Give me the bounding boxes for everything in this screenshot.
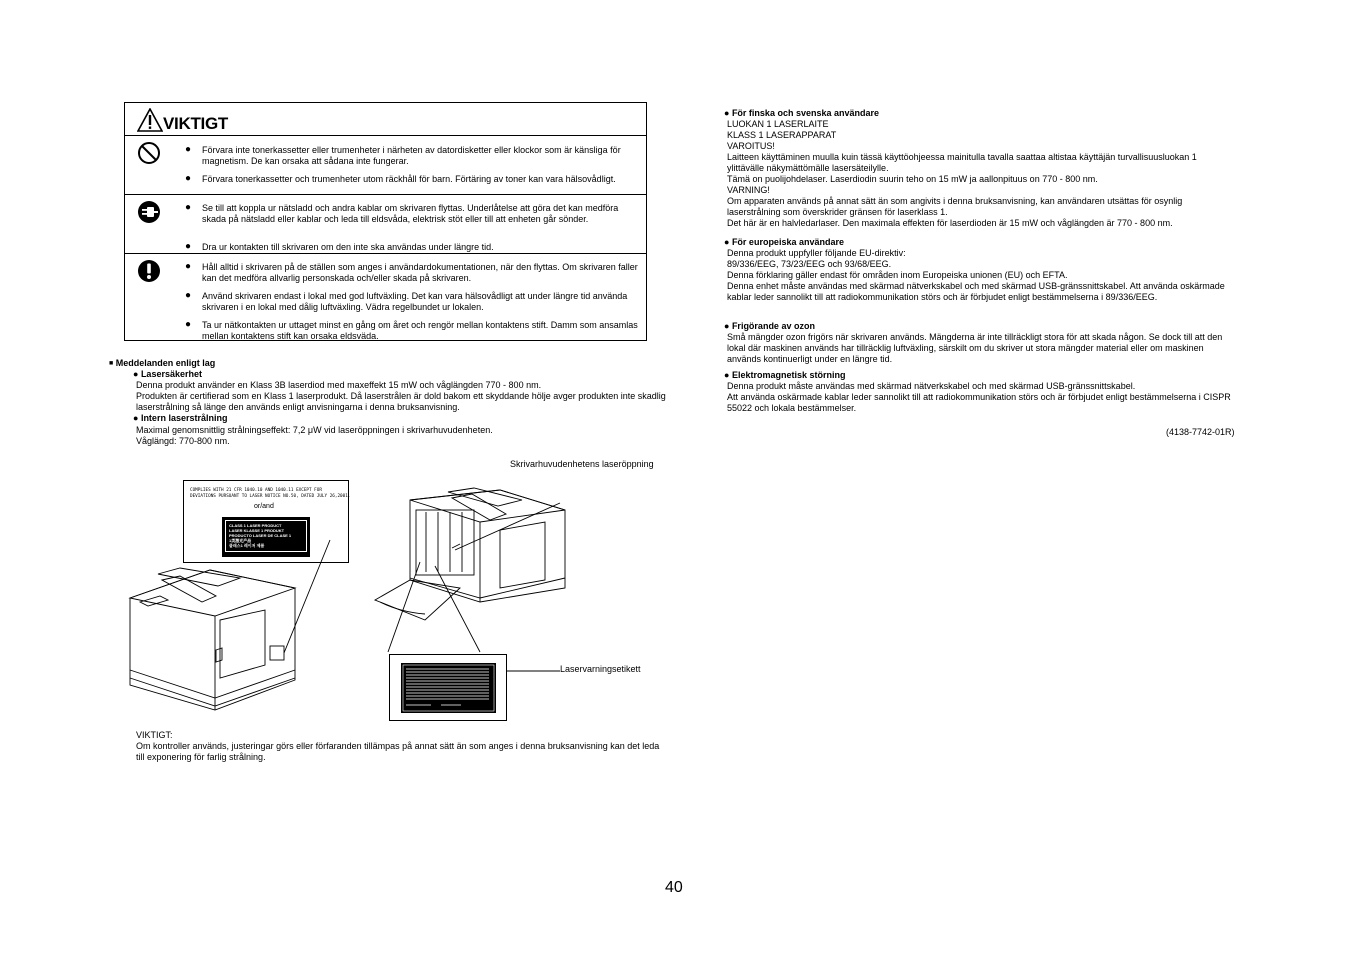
eu-line: Denna enhet måste användas med skärmad nätverkskabel och med skärmad USB-gränssnittskabel. Att använda oskärmade kablar leder sannolikt till att radiokommunikation störs och är förbjudet enligt bestämmelserna i 89/336/EEG. bbox=[727, 281, 1225, 302]
warning-box bbox=[124, 102, 647, 341]
ozone-text: Små mängder ozon frigörs när skrivaren används. Mängderna är inte tillräckligt stora för att skada någon. Se dock till att den lokal där maskinen används har tillräcklig luftväxling, särskilt om du skriver ut stora mängder material eller om maskinen används kontinuerligt under en längre tid. bbox=[727, 332, 1223, 364]
prohibited-icon bbox=[137, 141, 161, 165]
fi-line: Laitteen käyttäminen muulla kuin tässä käyttöohjeessa mainitulla tavalla saattaa altistaa käyttäjän turvallisuusluokan 1 ylittävälle näkymättömälle lasersäteilylle. bbox=[727, 152, 1197, 173]
laser-safety-text-1: Denna produkt använder en Klass 3B laserdiod med maxeffekt 15 mW och våglängden 770 - 800 nm. bbox=[136, 380, 542, 390]
fi-line: VARNING! bbox=[727, 185, 770, 195]
exclamation-icon bbox=[137, 259, 161, 283]
class-1-laser-label: CLASS 1 LASER PRODUCT LASER KLASSE 1 PRODUKT PRODUCTO LASER DE CLASE 1 1类激光产品 클래스1 레이저 제품 bbox=[222, 517, 310, 557]
caution-title: VIKTIGT: bbox=[136, 730, 173, 740]
internal-radiation-text-2: Våglängd: 770-800 nm. bbox=[136, 436, 230, 446]
or-and-text: or/and bbox=[254, 503, 274, 510]
printer-illustration bbox=[120, 470, 580, 730]
legal-heading: ■ Meddelanden enligt lag bbox=[109, 358, 216, 368]
warning-title-bar bbox=[125, 103, 646, 136]
caution-text: Om kontroller används, justeringar görs eller förfaranden tillämpas på annat sätt än som anges i denna bruksanvisning kan det leda till exponering för farlig strålning. bbox=[136, 741, 660, 762]
warning-section-prohibited: ● Förvara inte tonerkassetter eller trumenheter i närheten av datordisketter eller klockor som är känsliga för magnetism. De kan orsaka att sådana inte fungerar. ● Förvara tonerkassetter och trumenheter utom räckhåll för barn. Förtäring av toner kan vara hälsovådligt. bbox=[125, 136, 646, 195]
warning-triangle-icon bbox=[137, 108, 163, 132]
emc-line: Denna produkt måste användas med skärmad nätverkskabel och med skärmad USB-gränssnittskabel. bbox=[727, 381, 1136, 391]
eu-line: 89/336/EEG, 73/23/EEG och 93/68/EEG. bbox=[727, 259, 892, 269]
aperture-label: Skrivarhuvudenhetens laseröppning bbox=[510, 459, 654, 469]
laser-warning-sticker-text bbox=[401, 663, 496, 713]
laser-safety-heading: ● Lasersäkerhet bbox=[133, 369, 202, 379]
fi-line: LUOKAN 1 LASERLAITE bbox=[727, 119, 829, 129]
eu-line: Denna förklaring gäller endast för områden inom Europeiska unionen (EU) och EFTA. bbox=[727, 270, 1068, 280]
eu-line: Denna produkt uppfyller följande EU-direktiv: bbox=[727, 248, 906, 258]
fi-line: Det här är en halvledarlaser. Den maximala effekten för laserdioden är 15 mW och våglängden är 770 - 800 nm. bbox=[727, 218, 1173, 228]
finnish-swedish-heading: För finska och svenska användare bbox=[731, 108, 880, 118]
finnish-swedish-section: ● För finska och svenska användare LUOKAN 1 LASERLAITE KLASS 1 LASERAPPARAT VAROITUS! Laitteen käyttäminen muulla kuin tässä käyttöohjeessa mainitulla tavalla saattaa altistaa käyttäjän turvallisuusluokan 1 ylittävälle näkymättömälle lasersäteilylle. Tämä on puolijohdelaser. Laserdiodin suurin teho on 15 mW ja aallonpituus on 770 - 800 nm. VARNING! Om apparaten används på annat sätt än som angivits i denna bruksanvisning, kan användaren utsättas för osynlig laserstrålning som överskrider gränsen för laserklass 1. Det här är en halvledarlaser. Den maximala effekten för laserdioden är 15 mW och våglängden är 770 - 800 nm. bbox=[724, 108, 1234, 229]
ozone-heading: Frigörande av ozon bbox=[731, 321, 815, 331]
internal-radiation-heading: ● Intern laserstrålning bbox=[133, 413, 228, 423]
unplug-icon bbox=[137, 200, 161, 224]
fi-line: KLASS 1 LASERAPPARAT bbox=[727, 130, 837, 140]
warning-section-unplug: ● Se till att koppla ur nätsladd och andra kablar om skrivaren flyttas. Underlåtelse att göra det kan medföra skada på nätsladd eller kablar och leda till eldsvåda, elektrisk stöt eller till att enheten går sönder. ● Dra ur kontakten till skrivaren om den inte ska användas under längre tid. bbox=[125, 195, 646, 254]
european-heading: För europeiska användare bbox=[731, 237, 844, 247]
emc-section: ● Elektromagnetisk störning Denna produkt måste användas med skärmad nätverkskabel och med skärmad USB-gränssnittskabel. Att använda oskärmade kablar leder sannolikt till att radiokommunikation störs och är förbjudet enligt bestämmelserna i CISPR 55022 och lokala bestämmelser. bbox=[724, 370, 1234, 414]
document-code: (4138-7742-01R) bbox=[1166, 427, 1235, 437]
fi-line: Tämä on puolijohdelaser. Laserdiodin suurin teho on 15 mW ja aallonpituus on 770 - 800 nm. bbox=[727, 174, 1098, 184]
ozone-section: ● Frigörande av ozon Små mängder ozon frigörs när skrivaren används. Mängderna är inte tillräckligt stora för att skada någon. Se dock till att den lokal där maskinen används har tillräcklig luftväxling, särskilt om du skriver ut stora mängder material eller om maskinen används kontinuerligt under en längre tid. bbox=[724, 321, 1234, 365]
laser-safety-text-2: Produkten är certifierad som en Klass 1 laserprodukt. Då laserstrålen är dold bakom ett skyddande hölje avger produkten inte skadlig laserstrålning så länge den används enligt anvisningarna i denna bruksanvisning. bbox=[136, 391, 666, 412]
cdrh-text: COMPLIES WITH 21 CFR 1040.10 AND 1040.11 EXCEPT FOR DEVIATIONS PURSUANT TO LASER NOTICE NO.50, DATED JULY 26,2001. bbox=[190, 488, 351, 499]
emc-heading: Elektromagnetisk störning bbox=[731, 370, 846, 380]
internal-radiation-text-1: Maximal genomsnittlig strålningseffekt: 7,2 μW vid laseröppningen i skrivarhuvudenheten. bbox=[136, 425, 493, 435]
page-number: 40 bbox=[665, 879, 683, 896]
fi-line: VAROITUS! bbox=[727, 141, 775, 151]
emc-line: Att använda oskärmade kablar leder sannolikt till att radiokommunikation störs och är förbjudet enligt bestämmelserna i CISPR 55022 och lokala bestämmelser. bbox=[727, 392, 1231, 413]
warning-title: VIKTIGT bbox=[163, 114, 228, 133]
laser-warning-sticker bbox=[401, 663, 496, 713]
laser-warning-label-box bbox=[389, 654, 507, 721]
fi-line: Om apparaten används på annat sätt än som angivits i denna bruksanvisning, kan användaren utsättas för osynlig laserstrålning som överskrider gränsen för laserklass 1. bbox=[727, 196, 1183, 217]
warning-section-exclamation: ● Håll alltid i skrivaren på de ställen som anges i användardokumentationen, när den flyttas. Om skrivaren faller kan det medföra allvarlig personskada och/eller skada på skrivaren. ● Använd skrivaren endast i lokal med god luftväxling. Det kan vara hälsovådligt att under längre tid använda skrivaren i en lokal med dålig luftväxling. Vädra regelbundet ur lokalen. ● Ta ur nätkontakten ur uttaget minst en gång om året och rengör mellan kontaktens stift. Damm som ansamlas mellan kontaktens stift kan orsaka eldsväda. bbox=[125, 254, 646, 342]
european-section: ● För europeiska användare Denna produkt uppfyller följande EU-direktiv: 89/336/EEG, 73/23/EEG och 93/68/EEG. Denna förklaring gäller endast för områden inom Europeiska unionen (EU) och EFTA. Denna enhet måste användas med skärmad nätverkskabel och med skärmad USB-gränssnittskabel. Att använda oskärmade kablar leder sannolikt till att radiokommunikation störs och är förbjudet enligt bestämmelserna i 89/336/EEG. bbox=[724, 237, 1234, 303]
warning-label-caption: Laservarningsetikett bbox=[560, 664, 641, 674]
